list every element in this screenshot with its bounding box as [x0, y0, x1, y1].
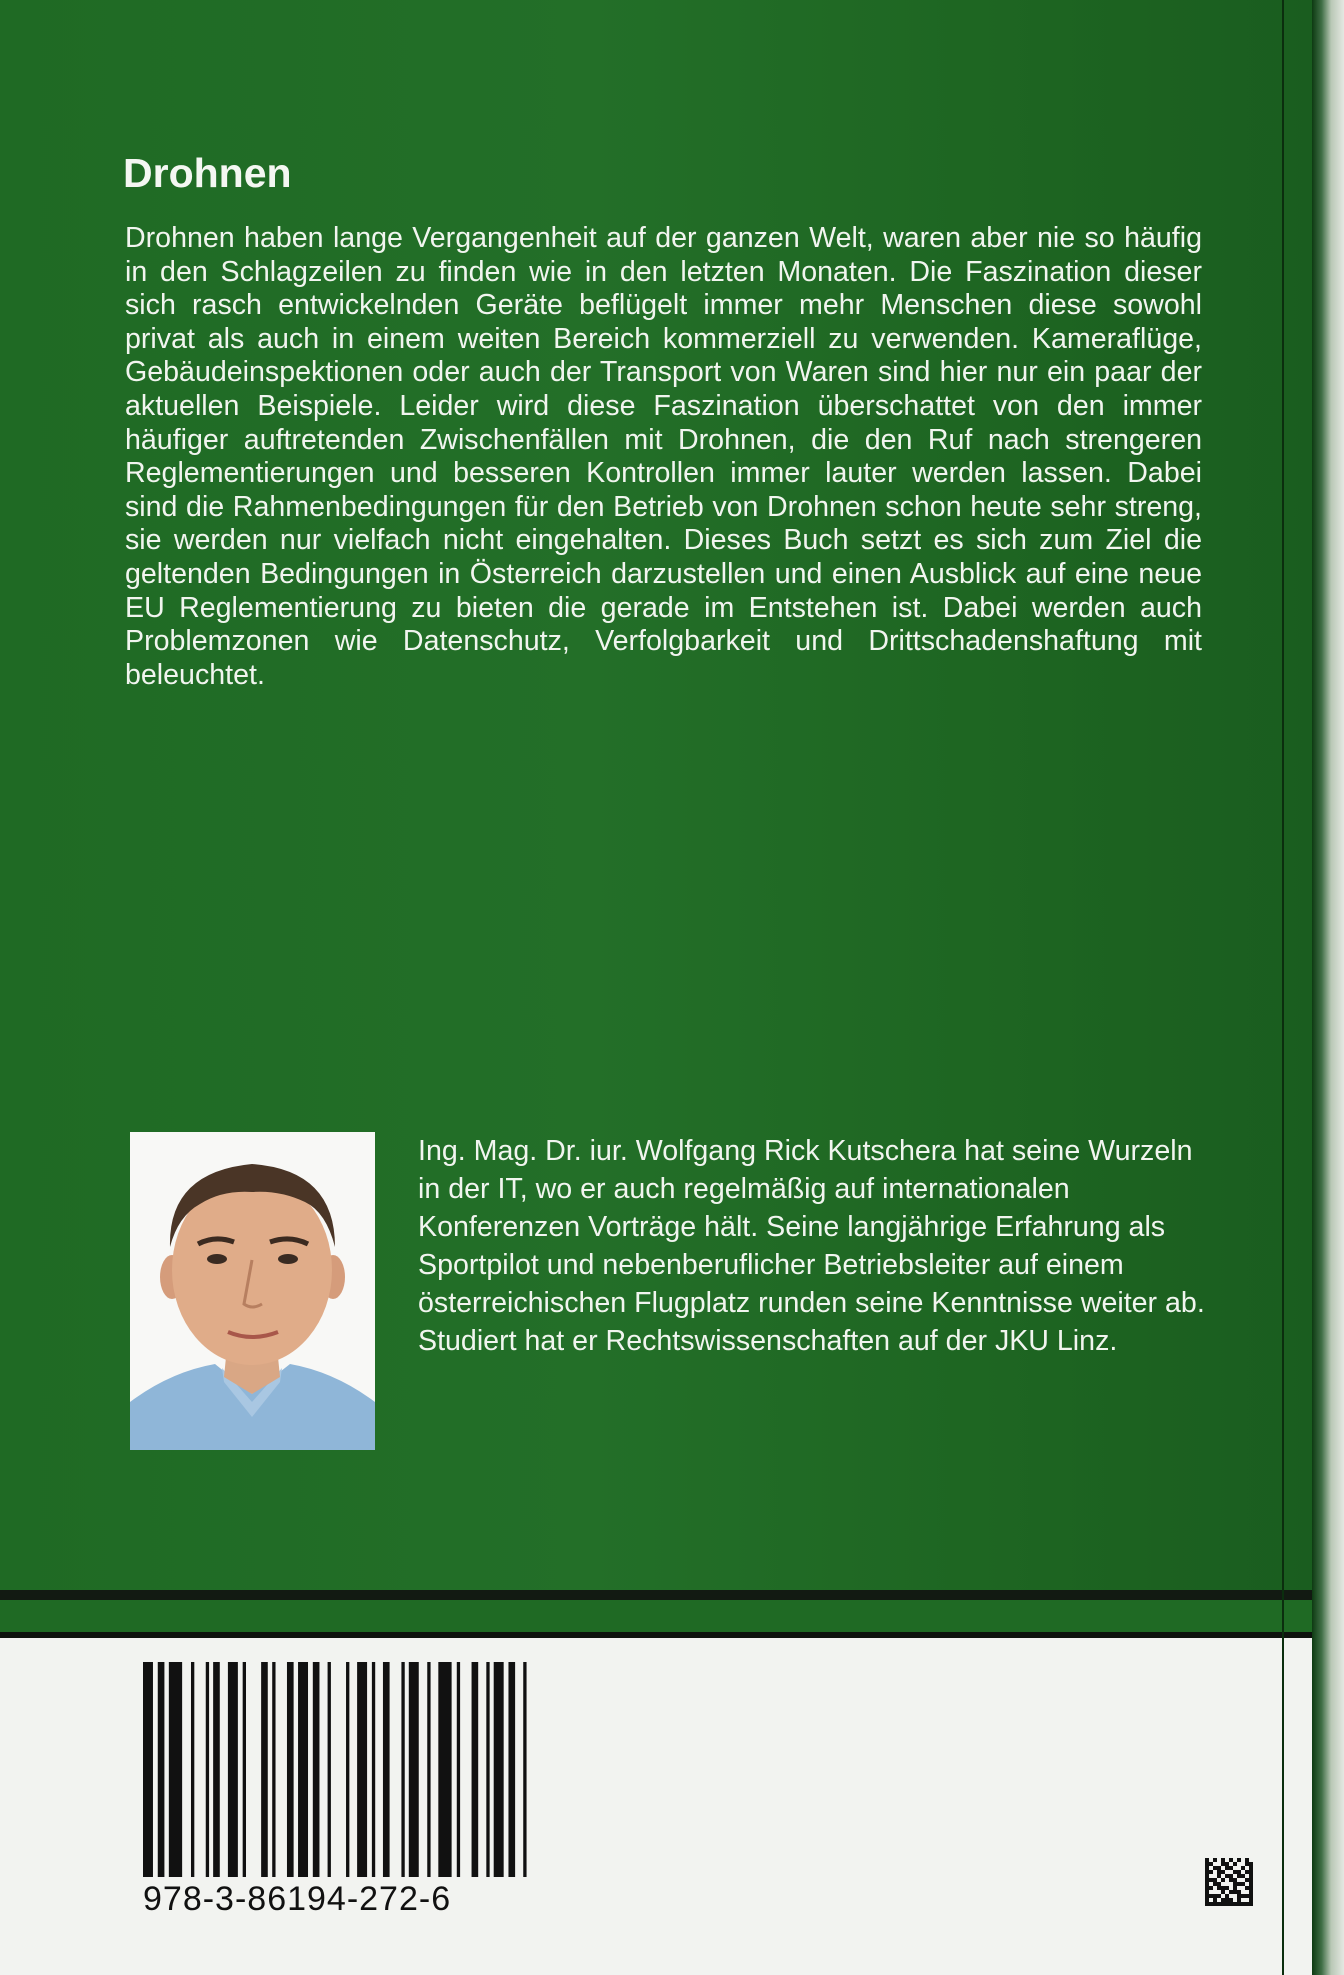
barcode-bar	[169, 1662, 182, 1877]
data-matrix-cell	[1225, 1874, 1229, 1878]
data-matrix-cell	[1225, 1898, 1229, 1902]
data-matrix-cell	[1213, 1898, 1217, 1902]
barcode-bar	[261, 1662, 268, 1877]
data-matrix-cell	[1249, 1866, 1253, 1870]
data-matrix-cell	[1213, 1902, 1217, 1906]
data-matrix-cell	[1249, 1886, 1253, 1890]
data-matrix-cell	[1229, 1902, 1233, 1906]
data-matrix-cell	[1221, 1902, 1225, 1906]
data-matrix-cell	[1237, 1898, 1241, 1902]
barcode	[143, 1662, 538, 1877]
data-matrix-cell	[1209, 1878, 1213, 1882]
data-matrix-cell	[1245, 1886, 1249, 1890]
data-matrix-cell	[1205, 1858, 1209, 1862]
barcode-bar	[357, 1662, 367, 1877]
data-matrix-cell	[1237, 1890, 1241, 1894]
data-matrix-cell	[1209, 1894, 1213, 1898]
barcode-bar	[457, 1662, 460, 1877]
author-bio: Ing. Mag. Dr. iur. Wolfgang Rick Kutschera hat seine Wurzeln in der IT, wo er auch regelmäßig auf internationalen Konferenzen Vorträge hält. Seine langjährige Erfahrung als Sportpilot und nebenberuflicher Betriebsleiter auf einem österreichischen Flugplatz runden seine Kenntnisse weiter ab. Studiert hat er Rechtswissenschaften auf der JKU Linz.	[418, 1135, 1205, 1357]
barcode-bar	[213, 1662, 220, 1877]
data-matrix-cell	[1245, 1894, 1249, 1898]
data-matrix-cell	[1205, 1886, 1209, 1890]
data-matrix-cell	[1249, 1870, 1253, 1874]
barcode-bar	[143, 1662, 153, 1877]
data-matrix-cell	[1249, 1878, 1253, 1882]
data-matrix-cell	[1221, 1886, 1225, 1890]
data-matrix-cell	[1233, 1870, 1237, 1874]
data-matrix-cell	[1237, 1882, 1241, 1886]
data-matrix-cell	[1209, 1870, 1213, 1874]
data-matrix-cell	[1221, 1870, 1225, 1874]
data-matrix-cell	[1213, 1866, 1217, 1870]
data-matrix-cell	[1225, 1866, 1229, 1870]
divider-band-dark-bottom	[0, 1632, 1312, 1638]
data-matrix-cell	[1205, 1898, 1209, 1902]
barcode-bar	[523, 1662, 526, 1877]
data-matrix-cell	[1225, 1902, 1229, 1906]
data-matrix-cell	[1221, 1878, 1225, 1882]
data-matrix-cell	[1237, 1858, 1241, 1862]
data-matrix-cell	[1209, 1886, 1213, 1890]
data-matrix-cell	[1245, 1862, 1249, 1866]
data-matrix-cell	[1205, 1870, 1209, 1874]
data-matrix-cell	[1205, 1902, 1209, 1906]
data-matrix-cell	[1209, 1862, 1213, 1866]
barcode-bar	[401, 1662, 404, 1877]
data-matrix-cell	[1209, 1902, 1213, 1906]
data-matrix-cell	[1213, 1878, 1217, 1882]
data-matrix-cell	[1213, 1882, 1217, 1886]
barcode-bar	[383, 1662, 390, 1877]
data-matrix-cell	[1217, 1866, 1221, 1870]
data-matrix-cell	[1249, 1874, 1253, 1878]
data-matrix-cell	[1241, 1902, 1245, 1906]
book-spine-edge	[1312, 0, 1344, 1975]
data-matrix-cell	[1229, 1890, 1233, 1894]
data-matrix-cell	[1221, 1890, 1225, 1894]
data-matrix-cell	[1245, 1878, 1249, 1882]
data-matrix-cell	[1237, 1902, 1241, 1906]
data-matrix-cell	[1217, 1882, 1221, 1886]
data-matrix-cell	[1217, 1870, 1221, 1874]
barcode-bar	[272, 1662, 275, 1877]
data-matrix-cell	[1229, 1858, 1233, 1862]
author-portrait-illustration	[130, 1132, 375, 1450]
barcode-bar	[313, 1662, 320, 1877]
barcode-bar	[228, 1662, 238, 1877]
data-matrix-cell	[1241, 1894, 1245, 1898]
data-matrix-cell	[1249, 1902, 1253, 1906]
divider-band-green	[0, 1600, 1312, 1632]
data-matrix-cell	[1241, 1882, 1245, 1886]
data-matrix-cell	[1233, 1890, 1237, 1894]
data-matrix-cell	[1233, 1862, 1237, 1866]
data-matrix-cell	[1249, 1882, 1253, 1886]
barcode-bar	[158, 1662, 165, 1877]
data-matrix-cell	[1217, 1902, 1221, 1906]
barcode-bar	[243, 1662, 246, 1877]
barcode-bar	[409, 1662, 419, 1877]
data-matrix-cell	[1233, 1886, 1237, 1890]
data-matrix-cell	[1229, 1866, 1233, 1870]
data-matrix-cell	[1229, 1874, 1233, 1878]
data-matrix-cell	[1221, 1862, 1225, 1866]
data-matrix-cell	[1233, 1882, 1237, 1886]
barcode-bar	[346, 1662, 349, 1877]
data-matrix-cell	[1233, 1878, 1237, 1882]
data-matrix-cell	[1217, 1894, 1221, 1898]
barcode-bar	[427, 1662, 430, 1877]
data-matrix-cell	[1205, 1874, 1209, 1878]
data-matrix-cell	[1245, 1902, 1249, 1906]
data-matrix-cell	[1205, 1866, 1209, 1870]
data-matrix-cell	[1245, 1858, 1249, 1862]
data-matrix-cell	[1205, 1862, 1209, 1866]
data-matrix-cell	[1245, 1870, 1249, 1874]
data-matrix-cell	[1233, 1902, 1237, 1906]
divider-band-dark	[0, 1590, 1312, 1600]
isbn-number: 978-3-86194-272-6	[143, 1880, 452, 1918]
data-matrix-cell	[1225, 1862, 1229, 1866]
data-matrix-cell	[1205, 1878, 1209, 1882]
barcode-bar	[372, 1662, 375, 1877]
data-matrix-cell	[1221, 1898, 1225, 1902]
data-matrix-cell	[1237, 1874, 1241, 1878]
data-matrix-cell	[1213, 1858, 1217, 1862]
data-matrix-cell	[1213, 1894, 1217, 1898]
data-matrix-cell	[1221, 1858, 1225, 1862]
data-matrix-code	[1205, 1858, 1253, 1910]
data-matrix-cell	[1217, 1874, 1221, 1878]
barcode-bar	[298, 1662, 308, 1877]
data-matrix-cell	[1249, 1898, 1253, 1902]
barcode-bar	[287, 1662, 294, 1877]
author-photo	[130, 1132, 375, 1450]
data-matrix-cell	[1229, 1898, 1233, 1902]
data-matrix-cell	[1205, 1882, 1209, 1886]
data-matrix-cell	[1205, 1890, 1209, 1894]
data-matrix-cell	[1241, 1866, 1245, 1870]
data-matrix-cell	[1225, 1886, 1229, 1890]
barcode-bar	[438, 1662, 451, 1877]
data-matrix-cell	[1249, 1894, 1253, 1898]
barcode-bar	[494, 1662, 504, 1877]
data-matrix-cell	[1205, 1894, 1209, 1898]
spine-fold-line	[1282, 0, 1284, 1975]
data-matrix-cell	[1237, 1894, 1241, 1898]
data-matrix-cell	[1241, 1874, 1245, 1878]
data-matrix-cell	[1249, 1862, 1253, 1866]
data-matrix-cell	[1225, 1894, 1229, 1898]
barcode-bar	[328, 1662, 331, 1877]
book-title: Drohnen	[123, 150, 292, 196]
barcode-bar	[191, 1662, 194, 1877]
data-matrix-cell	[1249, 1890, 1253, 1894]
barcode-bar	[206, 1662, 209, 1877]
barcode-bar	[486, 1662, 489, 1877]
data-matrix-cell	[1217, 1886, 1221, 1890]
book-blurb: Drohnen haben lange Vergangenheit auf der ganzen Welt, waren aber nie so häufig in den Schlagzeilen zu finden wie in den letzten Monaten. Die Faszination dieser sich rasch entwickelnden Geräte beflügelt immer mehr Menschen diese sowohl privat als auch in einem weiten Bereich kommerziell zu verwenden. Kameraflüge, Gebäudeinspektionen oder auch der Transport von Waren sind hier nur ein paar der aktuellen Beispiele. Leider wird diese Faszination überschattet von den immer häufiger auftretenden Zwischenfällen mit Drohnen, die den Ruf nach strengeren Reglementierungen und besseren Kontrollen immer lauter werden lassen. Dabei sind die Rahmenbedingungen für den Betrieb von Drohnen schon heute sehr streng, sie werden nur vielfach nicht eingehalten. Dieses Buch setzt es sich zum Ziel die geltenden Bedingungen in Österreich darzustellen und einen Ausblick auf eine neue EU Reglementierung zu bieten die gerade im Entstehen ist. Dabei werden auch Problemzonen wie Datenschutz, Verfolgbarkeit und Drittschadenshaftung mit beleuchtet.	[125, 222, 1202, 691]
barcode-bar	[472, 1662, 479, 1877]
data-matrix-cell	[1237, 1870, 1241, 1874]
data-matrix-cell	[1229, 1878, 1233, 1882]
barcode-bar	[508, 1662, 515, 1877]
